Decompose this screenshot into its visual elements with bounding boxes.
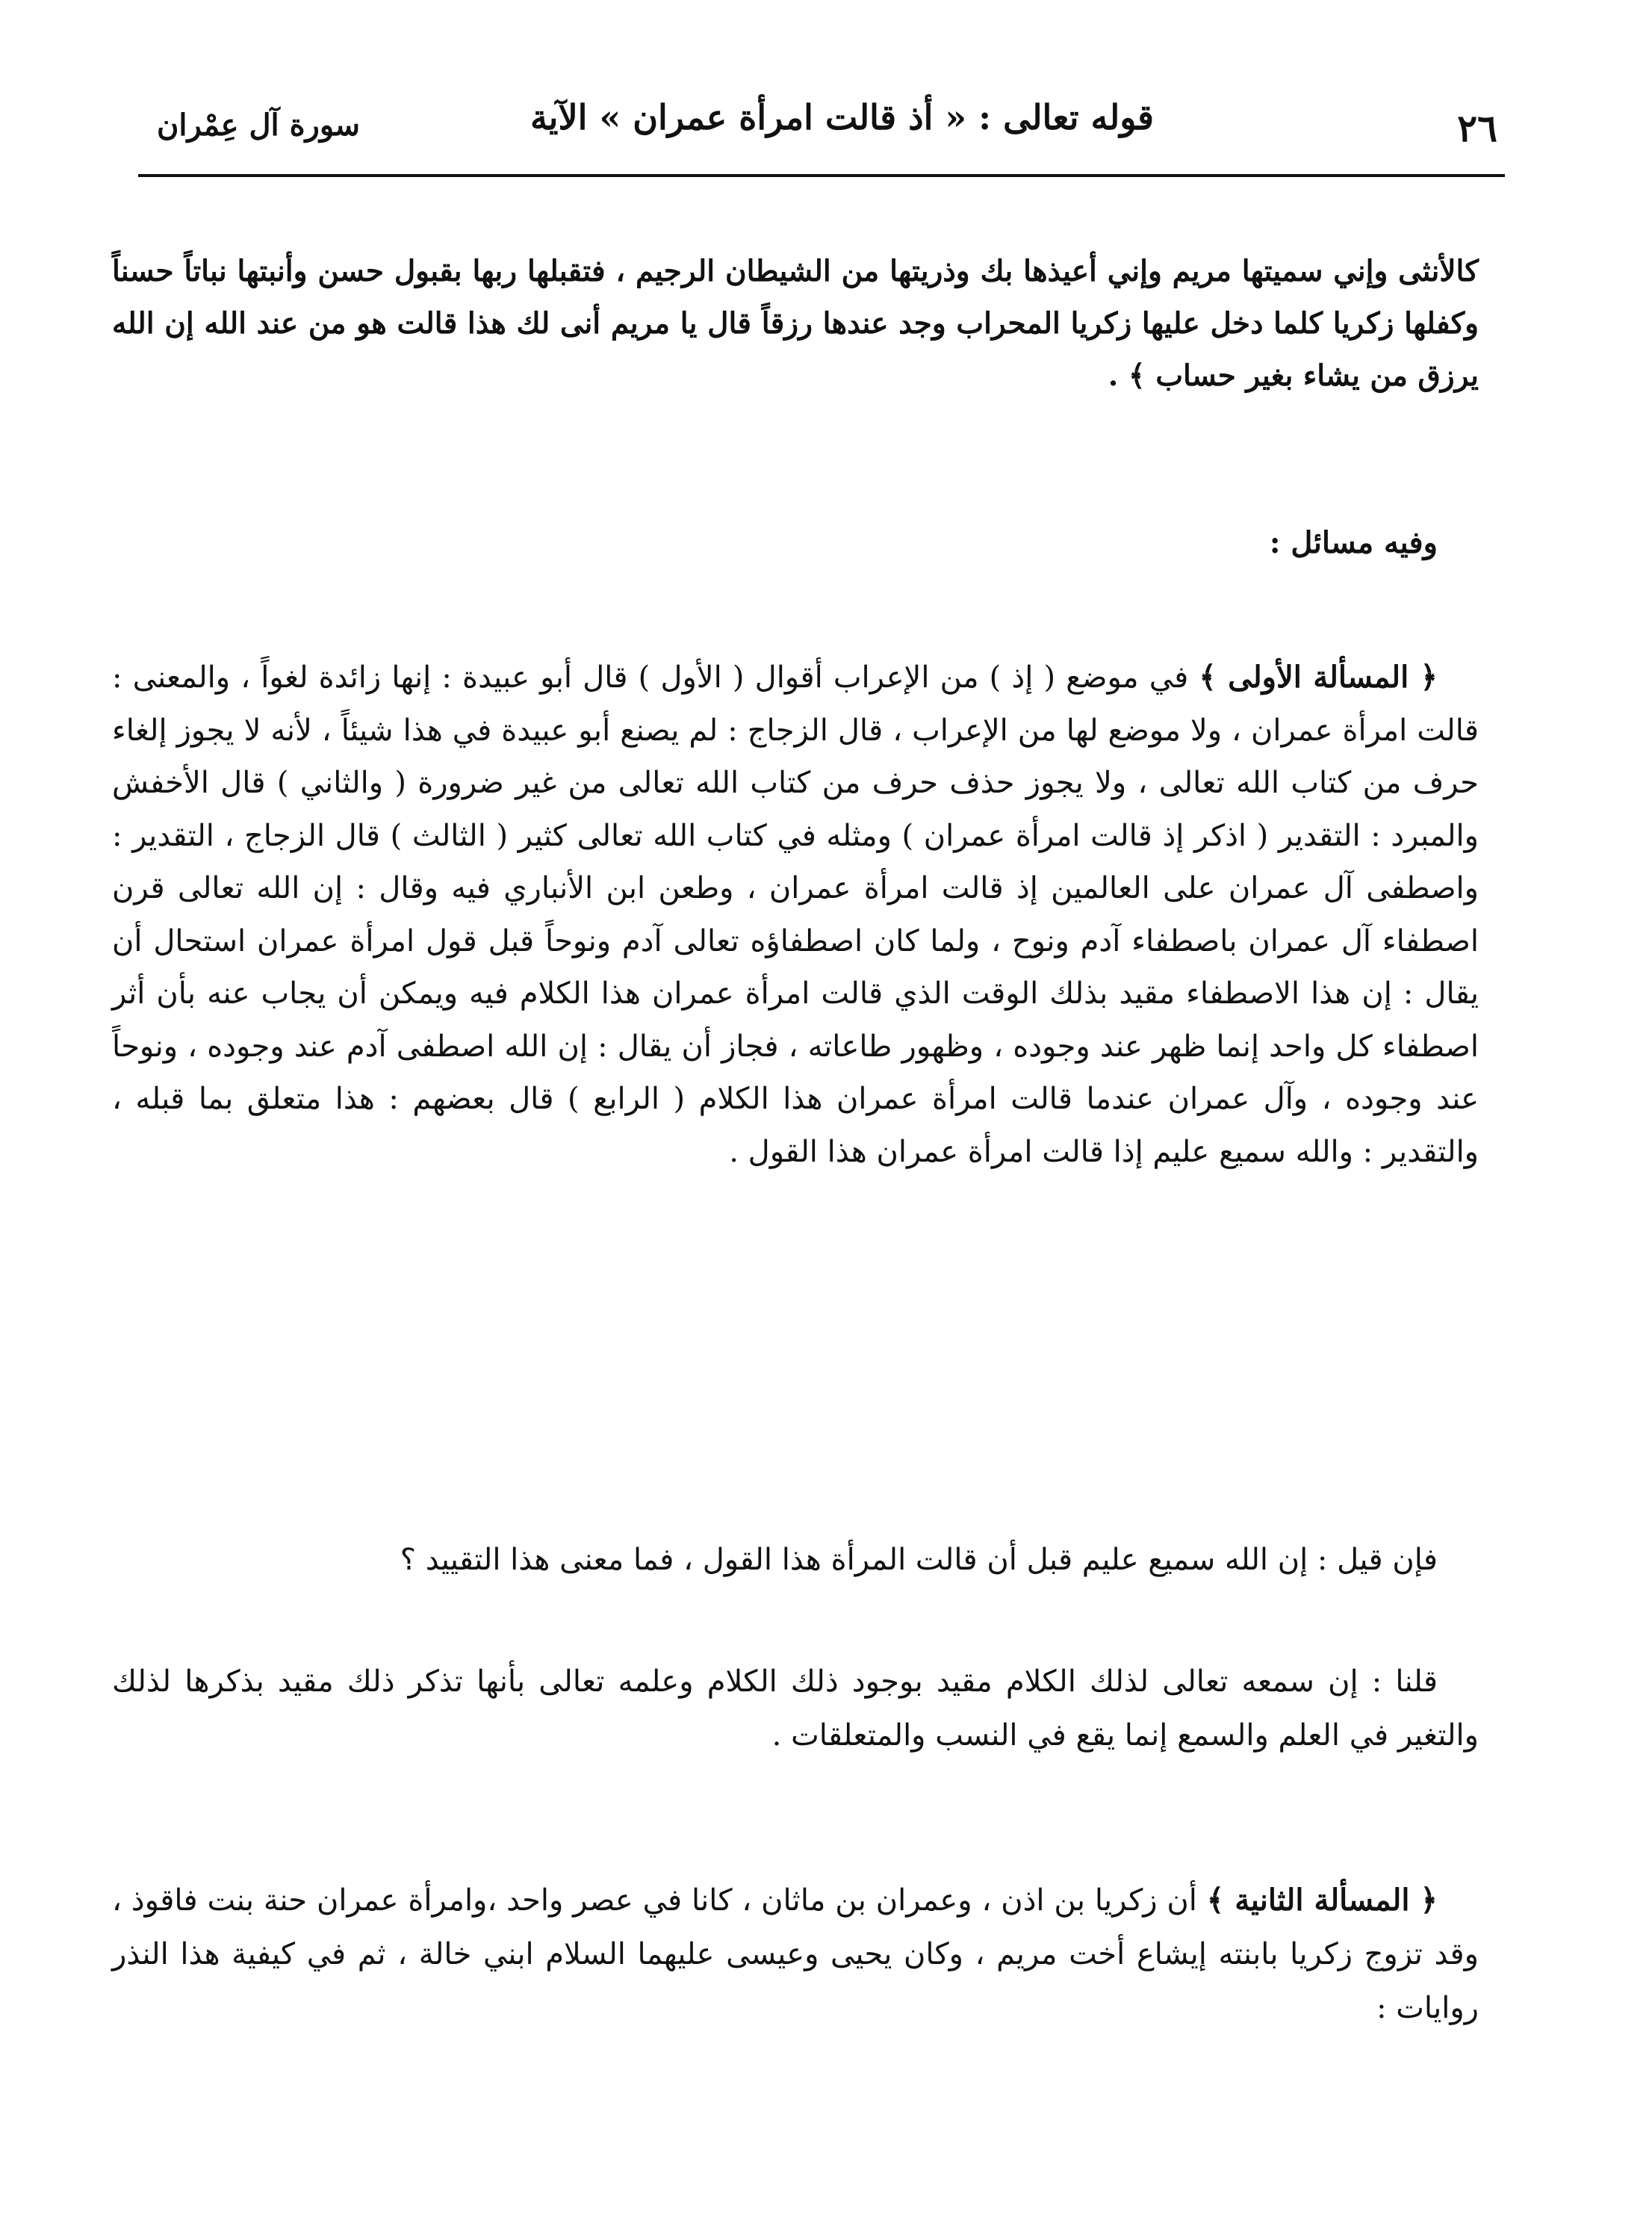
first-issue-body <box>112 651 1479 1178</box>
first-issue-text: في موضع ( إذ ) من الإعراب أقوال ( الأول ) قال أبو عبيدة : إنها زائدة لغواً ، والمعنى : قالت امرأة عمران ، ولا موضع لها من الإعراب ، قال الزجاج : لم يصنع أبو عبيدة في هذا شيئاً ، لأنه لا يجوز إلغاء حرف من كتاب الله تعالى ، ولا يجوز حذف حرف من كتاب الله تعالى من غير ضرورة ( والثاني ) قال الأخفش والمبرد : التقدير ( اذكر إذ قالت امرأة عمران ) ومثله في كتاب الله تعالى كثير ( الثالث ) قال الزجاج ، التقدير : واصطفى آل عمران على العالمين إذ قالت امرأة عمران ، وطعن ابن الأنباري فيه وقال : إن الله تعالى قرن اصطفاء آل عمران باصطفاء آدم ونوح ، ولما كان اصطفاؤه تعالى آدم ونوحاً قبل قول امرأة عمران استحال أن يقال : إن هذا الاصطفاء مقيد بذلك الوقت الذي قالت امرأة عمران هذا الكلام فيه ويمكن أن يجاب عنه بأن أثر اصطفاء كل واحد إنما ظهر عند وجوده ، وظهور طاعاته ، فجاز أن يقال : إن الله اصطفى آدم عند وجوده ، ونوحاً عند وجوده ، وآل عمران عندما قالت امرأة عمران هذا الكلام ( الرابع ) قال بعضهم : هذا متعلق بما قبله ، والتقدير : والله سميع عليم إذا قالت امرأة عمران هذا القول . <box>112 660 1479 1169</box>
surah-name: سورة آل عِمْران <box>157 108 361 143</box>
question-text: فإن قيل : إن الله سميع عليم قبل أن قالت المرأة هذا القول ، فما معنى هذا التقييد ؟ <box>400 1543 1438 1577</box>
header-divider <box>138 174 1505 177</box>
second-issue-paragraph <box>112 1874 1479 2035</box>
page-number: ٢٦ <box>1457 106 1497 150</box>
question-paragraph <box>112 1534 1479 1586</box>
answer-paragraph <box>112 1655 1479 1762</box>
verse-text: كالأنثى وإني سميتها مريم وإني أعيذها بك وذريتها من الشيطان الرجيم ، فتقبلها ربها بقبول حسن وأنبتها نباتاً حسناً وكفلها زكريا كلما دخل عليها زكريا المحراب وجد عندها رزقاً قال يا مريم أنى لك هذا قالت هو من عند الله إن الله يرزق من يشاء بغير حساب ﴾ . <box>112 254 1479 393</box>
page-header <box>138 82 1505 164</box>
second-issue-heading: ﴿ المسألة الثانية ﴾ <box>1206 1883 1438 1918</box>
first-issue-paragraph <box>112 651 1479 1178</box>
second-issue-body <box>112 1874 1479 2035</box>
answer-text: قلنا : إن سمعه تعالى لذلك الكلام مقيد بوجود ذلك الكلام وعلمه تعالى بأنها تذكر ذلك مقيد بذكرها لذلك والتغير في العلم والسمع إنما يقع في النسب والمتعلقات . <box>112 1664 1479 1753</box>
intro-line <box>112 517 1479 569</box>
second-issue-text: أن زكريا بن اذن ، وعمران بن ماثان ، كانا في عصر واحد ،وامرأة عمران حنة بنت فاقوذ ، وقد تزوج زكريا بابنته إيشاع أخت مريم ، وكان يحيى وعيسى عليهما السلام ابني خالة ، ثم في كيفية هذا النذر روايات : <box>112 1883 1479 2025</box>
verse-block <box>112 245 1479 402</box>
first-issue-heading: ﴿ المسألة الأولى ﴾ <box>1199 660 1438 695</box>
running-title: قوله تعالى : « أذ قالت امرأة عمران » الآية <box>530 97 1154 137</box>
intro-text: وفيه مسائل : <box>1269 525 1438 560</box>
